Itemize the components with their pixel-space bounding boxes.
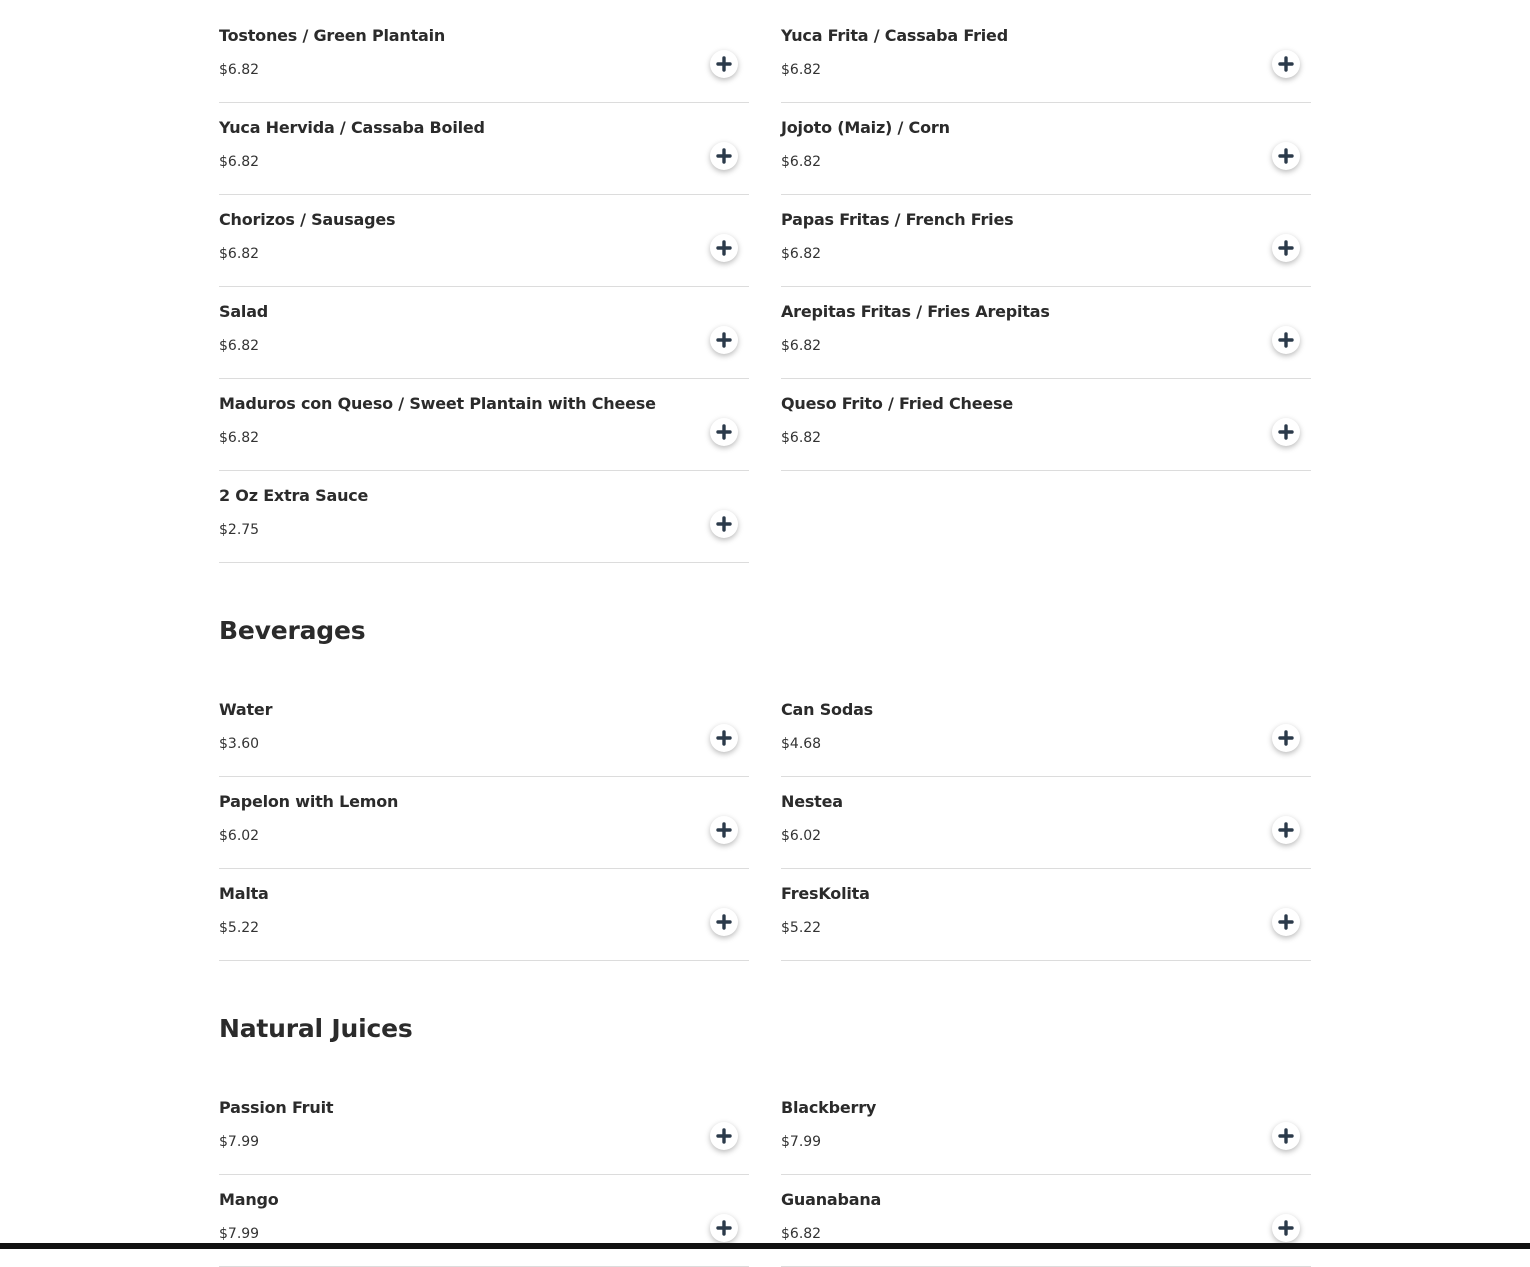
section-sides bbox=[219, 0, 1311, 563]
plus-icon bbox=[1278, 914, 1294, 930]
item-name: Papas Fritas / French Fries bbox=[781, 210, 1014, 229]
section-title: Natural Juices bbox=[219, 1014, 413, 1043]
item-price: $6.82 bbox=[219, 62, 260, 78]
plus-icon bbox=[716, 56, 732, 72]
menu-item[interactable] bbox=[219, 471, 749, 563]
plus-icon bbox=[1278, 730, 1294, 746]
item-price: $7.99 bbox=[781, 1134, 822, 1150]
item-price: $6.82 bbox=[781, 246, 822, 262]
menu-item[interactable] bbox=[219, 287, 749, 379]
item-name: FresKolita bbox=[781, 884, 870, 903]
item-name: Salad bbox=[219, 302, 269, 321]
add-item-button[interactable] bbox=[1272, 816, 1300, 844]
item-name: Guanabana bbox=[781, 1190, 882, 1209]
menu-item[interactable] bbox=[781, 777, 1311, 869]
add-item-button[interactable] bbox=[1272, 50, 1300, 78]
add-item-button[interactable] bbox=[1272, 326, 1300, 354]
plus-icon bbox=[716, 914, 732, 930]
menu-item[interactable] bbox=[219, 1083, 749, 1175]
item-price: $6.82 bbox=[219, 154, 260, 170]
item-price: $6.02 bbox=[219, 828, 260, 844]
plus-icon bbox=[1278, 424, 1294, 440]
menu-content bbox=[219, 0, 1311, 1267]
plus-icon bbox=[1278, 1128, 1294, 1144]
menu-item[interactable] bbox=[781, 11, 1311, 103]
menu-item[interactable] bbox=[781, 685, 1311, 777]
add-item-button[interactable] bbox=[1272, 1214, 1300, 1242]
add-item-button[interactable] bbox=[710, 908, 738, 936]
item-price: $6.82 bbox=[781, 154, 822, 170]
plus-icon bbox=[1278, 822, 1294, 838]
menu-item[interactable] bbox=[219, 195, 749, 287]
item-name: Can Sodas bbox=[781, 700, 873, 719]
menu-item[interactable] bbox=[219, 103, 749, 195]
section-natural-juices bbox=[219, 1014, 1311, 1267]
plus-icon bbox=[1278, 56, 1294, 72]
plus-icon bbox=[716, 424, 732, 440]
add-item-button[interactable] bbox=[1272, 234, 1300, 262]
menu-item[interactable] bbox=[781, 195, 1311, 287]
plus-icon bbox=[716, 1220, 732, 1236]
item-name: Malta bbox=[219, 884, 269, 903]
add-item-button[interactable] bbox=[1272, 908, 1300, 936]
plus-icon bbox=[716, 516, 732, 532]
item-price: $4.68 bbox=[781, 736, 822, 752]
plus-icon bbox=[1278, 1220, 1294, 1236]
add-item-button[interactable] bbox=[710, 50, 738, 78]
item-name: Papelon with Lemon bbox=[219, 792, 399, 811]
menu-item[interactable] bbox=[219, 869, 749, 961]
item-price: $6.82 bbox=[781, 62, 822, 78]
menu-item[interactable] bbox=[219, 379, 749, 471]
menu-item[interactable] bbox=[781, 1083, 1311, 1175]
item-name: Nestea bbox=[781, 792, 843, 811]
item-name: Maduros con Queso / Sweet Plantain with Cheese bbox=[219, 394, 656, 413]
menu-item[interactable] bbox=[781, 1175, 1311, 1267]
add-item-button[interactable] bbox=[1272, 724, 1300, 752]
add-item-button[interactable] bbox=[1272, 418, 1300, 446]
menu-item[interactable] bbox=[781, 287, 1311, 379]
menu-grid bbox=[219, 685, 1311, 961]
menu-item[interactable] bbox=[781, 379, 1311, 471]
item-name: Chorizos / Sausages bbox=[219, 210, 396, 229]
add-item-button[interactable] bbox=[710, 510, 738, 538]
menu-item[interactable] bbox=[219, 777, 749, 869]
item-name: Yuca Hervida / Cassaba Boiled bbox=[219, 118, 485, 137]
add-item-button[interactable] bbox=[710, 234, 738, 262]
plus-icon bbox=[716, 822, 732, 838]
add-item-button[interactable] bbox=[710, 724, 738, 752]
item-price: $6.82 bbox=[781, 430, 822, 446]
plus-icon bbox=[1278, 240, 1294, 256]
item-price: $6.02 bbox=[781, 828, 822, 844]
plus-icon bbox=[716, 730, 732, 746]
menu-item[interactable] bbox=[219, 685, 749, 777]
add-item-button[interactable] bbox=[1272, 1122, 1300, 1150]
add-item-button[interactable] bbox=[710, 816, 738, 844]
item-name: Water bbox=[219, 700, 273, 719]
menu-item[interactable] bbox=[781, 869, 1311, 961]
menu-item[interactable] bbox=[781, 103, 1311, 195]
plus-icon bbox=[716, 1128, 732, 1144]
add-item-button[interactable] bbox=[1272, 142, 1300, 170]
plus-icon bbox=[1278, 148, 1294, 164]
section-title: Beverages bbox=[219, 616, 366, 645]
item-name: Mango bbox=[219, 1190, 279, 1209]
item-price: $6.82 bbox=[219, 246, 260, 262]
item-name: Blackberry bbox=[781, 1098, 877, 1117]
item-price: $7.99 bbox=[219, 1134, 260, 1150]
add-item-button[interactable] bbox=[710, 418, 738, 446]
menu-grid bbox=[219, 11, 1311, 563]
menu-item[interactable] bbox=[219, 11, 749, 103]
item-price: $2.75 bbox=[219, 522, 260, 538]
item-name: Yuca Frita / Cassaba Fried bbox=[781, 26, 1008, 45]
item-price: $6.82 bbox=[219, 338, 260, 354]
item-price: $3.60 bbox=[219, 736, 260, 752]
item-name: 2 Oz Extra Sauce bbox=[219, 486, 369, 505]
item-name: Passion Fruit bbox=[219, 1098, 334, 1117]
item-price: $6.82 bbox=[781, 1226, 822, 1242]
item-price: $6.82 bbox=[781, 338, 822, 354]
plus-icon bbox=[1278, 332, 1294, 348]
item-name: Queso Frito / Fried Cheese bbox=[781, 394, 1014, 413]
item-price: $5.22 bbox=[219, 920, 260, 936]
add-item-button[interactable] bbox=[710, 326, 738, 354]
add-item-button[interactable] bbox=[710, 142, 738, 170]
item-name: Tostones / Green Plantain bbox=[219, 26, 446, 45]
menu-grid bbox=[219, 1083, 1311, 1267]
item-name: Jojoto (Maiz) / Corn bbox=[781, 118, 950, 137]
plus-icon bbox=[716, 332, 732, 348]
add-item-button[interactable] bbox=[710, 1122, 738, 1150]
item-price: $5.22 bbox=[781, 920, 822, 936]
item-price: $7.99 bbox=[219, 1226, 260, 1242]
add-item-button[interactable] bbox=[710, 1214, 738, 1242]
item-price: $6.82 bbox=[219, 430, 260, 446]
plus-icon bbox=[716, 240, 732, 256]
footer-bar bbox=[0, 1243, 1530, 1249]
item-name: Arepitas Fritas / Fries Arepitas bbox=[781, 302, 1050, 321]
menu-item[interactable] bbox=[219, 1175, 749, 1267]
section-beverages bbox=[219, 616, 1311, 961]
plus-icon bbox=[716, 148, 732, 164]
